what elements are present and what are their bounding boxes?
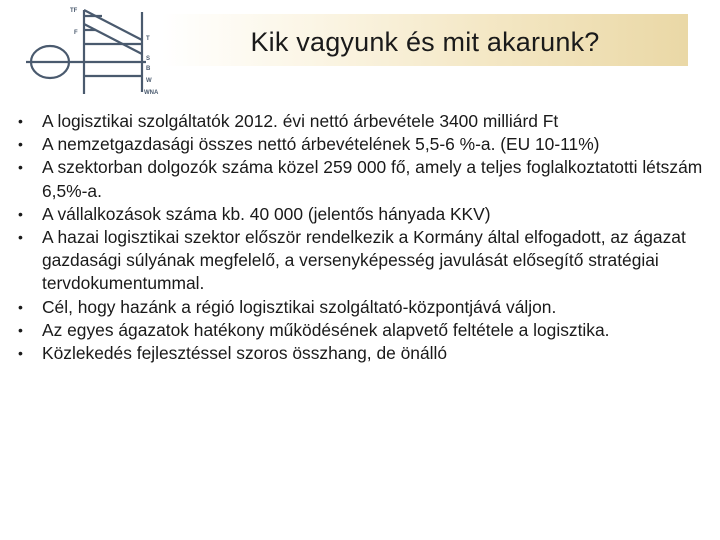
bullet-text: A szektorban dolgozók száma közel 259 000 fő, amely a teljes foglalkoztatotti létszám 6,5%-a.	[42, 157, 703, 201]
logo-icon	[14, 4, 164, 100]
slide-title: Kik vagyunk és mit akarunk?	[250, 27, 600, 57]
bullet-dot-icon: •	[18, 136, 23, 153]
bullet-item	[18, 110, 708, 133]
bullet-item	[18, 319, 708, 342]
logo-letter: W	[146, 78, 152, 84]
bullet-text: A nemzetgazdasági összes nettó árbevételének 5,5-6 %-a. (EU 10-11%)	[42, 134, 600, 155]
logo-letter: B	[146, 66, 151, 72]
bullet-item	[18, 203, 708, 226]
logo-letter: T	[146, 36, 150, 42]
logo-letter: S	[146, 56, 151, 62]
logo-letter: F	[74, 30, 78, 36]
bullet-dot-icon: •	[18, 113, 23, 129]
bullet-text: Az egyes ágazatok hatékony működésének alapvető feltétele a logisztika.	[42, 319, 610, 340]
bullet-dot-icon: •	[18, 345, 23, 362]
bullet-item	[18, 156, 708, 202]
bullet-text: Cél, hogy hazánk a régió logisztikai szolgáltató-központjává váljon.	[42, 296, 557, 317]
bullet-dot-icon: •	[18, 205, 23, 222]
bullet-text: A vállalkozások száma kb. 40 000 (jelentős hányada KKV)	[42, 203, 491, 224]
bullet-dot-icon: •	[18, 298, 23, 315]
bullet-dot-icon: •	[18, 159, 23, 176]
bullet-item	[18, 296, 708, 319]
bullet-text: A hazai logisztikai szektor először rendelkezik a Kormány által elfogadott, az ágazat gazdasági súlyának megfelelő, a versenyképesség javulását elősegítő stratégiai tervdokumentummal.	[42, 227, 686, 294]
bullet-list	[18, 110, 708, 365]
bullet-text: A logisztikai szolgáltatók 2012. évi nettó árbevétele 3400 milliárd Ft	[42, 111, 559, 131]
bullet-item	[18, 226, 708, 296]
bullet-text: Közlekedés fejlesztéssel szoros összhang, de önálló	[42, 343, 448, 364]
bullet-dot-icon: •	[18, 321, 23, 338]
bullet-item	[18, 133, 708, 156]
logo-letter: WNA	[144, 90, 159, 96]
logo-letter: TF	[70, 8, 78, 14]
bullet-item	[18, 342, 708, 365]
bullet-dot-icon: •	[18, 229, 23, 246]
